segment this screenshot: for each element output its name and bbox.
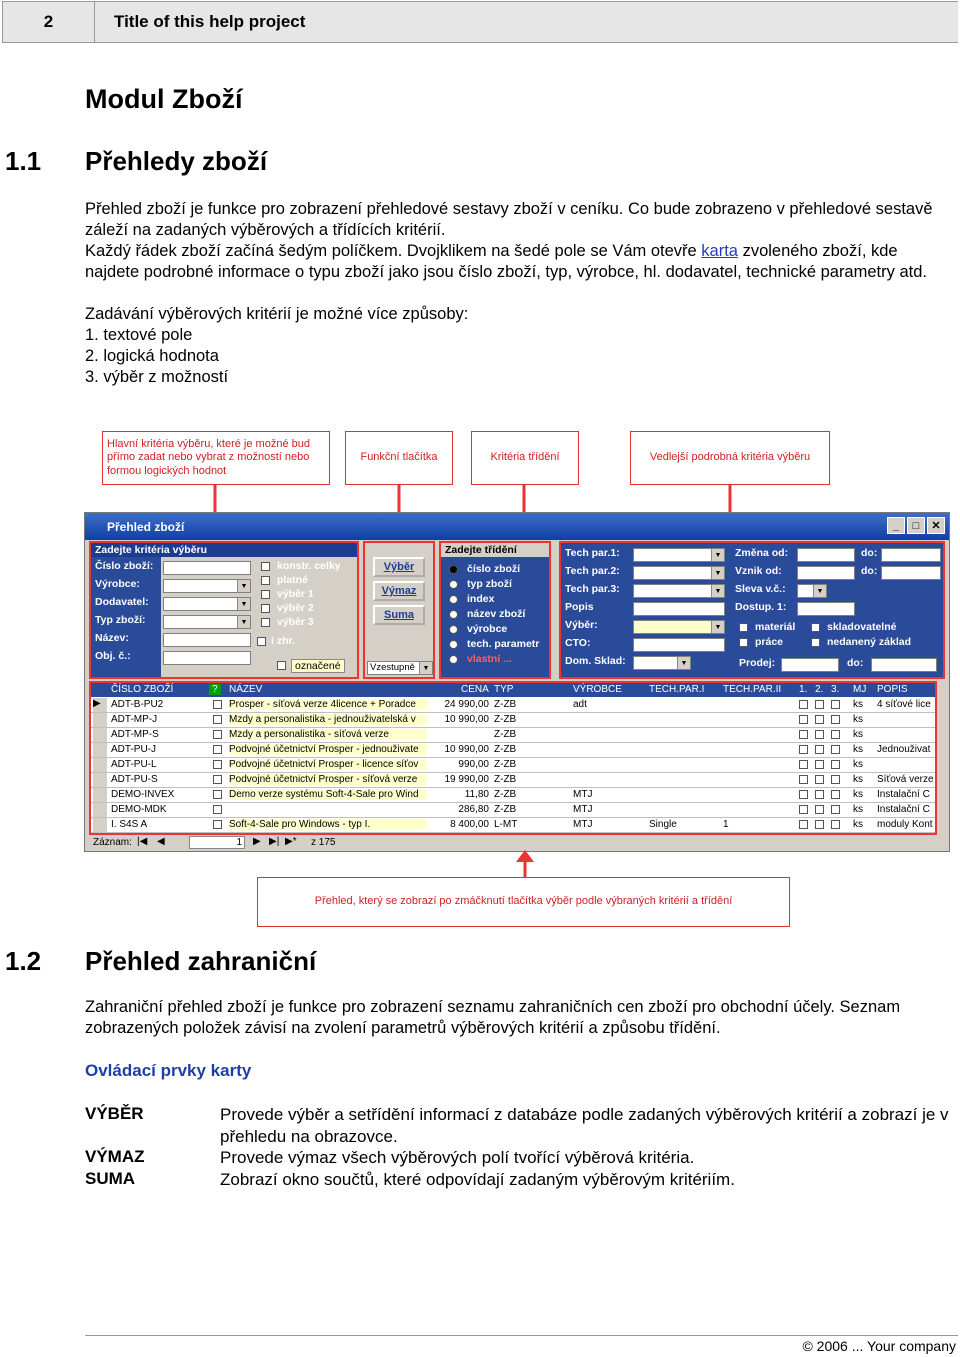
row-flag-checkbox[interactable] (831, 730, 840, 739)
row-flag-checkbox[interactable] (815, 700, 824, 709)
side-label: CTO: (565, 637, 591, 649)
cell-popis: moduly Kont (877, 819, 933, 830)
cell-code: ADT-PU-J (111, 744, 156, 755)
check-label: výběr 2 (277, 602, 314, 614)
col-header[interactable]: 2. (815, 684, 824, 695)
checkbox[interactable] (811, 623, 820, 632)
vznik-input[interactable] (797, 566, 855, 580)
criteria-item: 2. logická hodnota (85, 347, 219, 365)
cell-mj: ks (853, 759, 863, 770)
section-number: 1.1 (5, 146, 42, 176)
text: zvoleného zboží, kde najdete podrobné informace o typu zboží jako jsou číslo zboží, typ, výrobce, hl. dodavatel, technické parametry atd. (85, 242, 927, 281)
typ-select[interactable]: ▼ (163, 615, 251, 629)
prev-record-icon[interactable]: ◀ (157, 836, 165, 847)
col-header[interactable]: TECH.PAR.II (723, 684, 782, 695)
row-flag-checkbox[interactable] (815, 760, 824, 769)
last-record-icon[interactable]: ▶| (269, 836, 280, 847)
cell-name: Mzdy a personalistika - jednouživatelská v (229, 714, 427, 725)
table-row[interactable] (91, 803, 935, 818)
side-label: Výběr: (565, 619, 598, 631)
label-cislo: Číslo zboží: (95, 560, 154, 572)
check-label: platné (277, 574, 308, 586)
vyrobce-select[interactable]: ▼ (163, 579, 251, 593)
table-row[interactable] (91, 773, 935, 788)
callout-side-criteria: Vedlejší podrobná kritéria výběru (630, 431, 830, 485)
cell-code: DEMO-INVEX (111, 789, 175, 800)
cell-price: 10 990,00 (444, 714, 489, 725)
row-checkbox[interactable] (213, 745, 222, 754)
section-title: Přehledy zboží (85, 146, 268, 176)
karta-link[interactable]: karta (701, 242, 738, 260)
row-flag-checkbox[interactable] (815, 775, 824, 784)
cell-code: ADT-MP-J (111, 714, 158, 725)
control-name-vymaz: VÝMAZ (85, 1147, 145, 1166)
section1-text (85, 199, 953, 388)
zmena-input[interactable] (797, 548, 855, 562)
result-grid (89, 681, 937, 835)
sort-radio[interactable] (449, 640, 458, 649)
cell-price: 990,00 (458, 759, 489, 770)
prodej-input[interactable] (781, 658, 839, 672)
row-flag-checkbox[interactable] (815, 715, 824, 724)
checkbox[interactable] (811, 638, 820, 647)
row-selector[interactable]: ▶ (93, 698, 107, 712)
chapter-number: 2 (2, 1, 95, 43)
row-flag-checkbox[interactable] (831, 760, 840, 769)
row-flag-checkbox[interactable] (815, 805, 824, 814)
section2-text: Zahraniční přehled zboží je funkce pro zobrazení seznamu zahraničních cen zboží pro obchodní účely. Seznam zobrazených položek závisí na zvolení parametrů výběrových kritérií a způsobu třídění. (85, 998, 901, 1037)
checkbox[interactable] (739, 638, 748, 647)
col-header[interactable]: ČÍSLO ZBOŽÍ (111, 684, 174, 695)
cell-mj: ks (853, 804, 863, 815)
cell-maker: MTJ (573, 789, 593, 800)
grid-header (91, 683, 935, 697)
record-total: z 175 (311, 837, 336, 848)
row-flag-checkbox[interactable] (815, 730, 824, 739)
row-checkbox[interactable] (213, 700, 222, 709)
row-flag-checkbox[interactable] (831, 790, 840, 799)
label-typ: Typ zboží: (95, 614, 146, 626)
table-row[interactable] (91, 728, 935, 743)
cell-code: ADT-PU-S (111, 774, 158, 785)
cell-name: Mzdy a personalistika - síťová verze (229, 729, 427, 740)
check-label: výběr 1 (277, 588, 314, 600)
table-row[interactable] (91, 758, 935, 773)
row-selector[interactable] (93, 743, 107, 757)
row-checkbox[interactable] (213, 805, 222, 814)
criteria-item: 1. textové pole (85, 326, 193, 344)
cell-mj: ks (853, 714, 863, 725)
screenshot-prehled-zbozi (84, 512, 950, 852)
side-label: Tech par.3: (565, 583, 620, 595)
cell-type: Z-ZB (494, 729, 517, 740)
sort-option: typ zboží (467, 578, 512, 590)
checkbox[interactable] (261, 590, 270, 599)
cell-code: ADT-PU-L (111, 759, 157, 770)
checkbox[interactable] (257, 637, 266, 646)
label-vyrobce: Výrobce: (95, 578, 140, 590)
cell-type: Z-ZB (494, 759, 517, 770)
check-label: konstr. celky (277, 560, 341, 572)
vznik-do-input[interactable] (881, 566, 941, 580)
cell-popis: Jednouživat (877, 744, 931, 755)
obj-input[interactable] (163, 651, 251, 665)
cell-price: 24 990,00 (444, 699, 489, 710)
row-flag-checkbox[interactable] (799, 760, 808, 769)
do-label: do: (861, 547, 878, 559)
row-checkbox[interactable] (213, 775, 222, 784)
control-desc-vymaz: Provede výmaz všech výběrových polí tvořící výběrová kritéria. (220, 1148, 695, 1167)
dodavatel-select[interactable]: ▼ (163, 597, 251, 611)
cell-code: DEMO-MDK (111, 804, 167, 815)
cell-type: Z-ZB (494, 714, 517, 725)
label-nazev: Název: (95, 632, 129, 644)
row-selector[interactable] (93, 803, 107, 817)
row-flag-checkbox[interactable] (831, 805, 840, 814)
check-label: označené (291, 659, 345, 673)
row-flag-checkbox[interactable] (799, 745, 808, 754)
techpar2-select[interactable]: ▼ (633, 566, 725, 580)
checkbox[interactable] (261, 576, 270, 585)
table-row[interactable] (91, 788, 935, 803)
side-right-label: Sleva v.č.: (735, 583, 786, 595)
footer-copyright: © 2006 ... Your company (802, 1338, 956, 1354)
cell-name: Prosper - síťová verze 4licence + Poradce (229, 699, 427, 710)
row-flag-checkbox[interactable] (799, 715, 808, 724)
control-name-vyber: VÝBĚR (85, 1104, 144, 1123)
side-criteria-panel (559, 541, 945, 679)
prodej-label: Prodej: (739, 657, 776, 669)
nav-label: Záznam: (93, 837, 132, 848)
label-obj: Obj. č.: (95, 650, 131, 662)
col-header[interactable]: NÁZEV (229, 684, 263, 695)
check-label: materiál (755, 621, 796, 633)
table-row[interactable] (91, 713, 935, 728)
sort-radio[interactable] (449, 580, 458, 589)
cell-type: Z-ZB (494, 804, 517, 815)
checkbox[interactable] (739, 623, 748, 632)
sklad-select[interactable]: ▼ (633, 656, 691, 670)
techpar3-select[interactable]: ▼ (633, 584, 725, 598)
check-label: skladovatelné (827, 621, 897, 633)
callout-result-grid: Přehled, který se zobrazí po zmáčknutí tlačítka výběr podle výbraných kritérií a třídění (257, 877, 790, 927)
row-selector[interactable] (93, 758, 107, 772)
check-label: i zhr. (271, 635, 295, 647)
cislo-input[interactable] (163, 561, 251, 575)
criteria-title: Zadejte kritéria výběru (91, 543, 357, 557)
side-label: Tech par.2: (565, 565, 620, 577)
check-label: práce (755, 636, 784, 648)
cell-name: Podvojné účetnictví Prosper - jednouživate (229, 744, 427, 755)
paragraph: Přehled zboží je funkce pro zobrazení přehledové sestavy zboží v ceníku. Co bude zobrazeno v přehledové sestavě záleží na zadaných výběrových a třídících kritérií. (85, 200, 933, 239)
next-record-icon[interactable]: ▶ (253, 836, 261, 847)
row-flag-checkbox[interactable] (831, 745, 840, 754)
criteria-item: 3. výběr z možností (85, 368, 229, 386)
criteria-intro: Zadávání výběrových kritérií je možné více způsoby: (85, 305, 469, 323)
sort-option: tech. parametr (467, 638, 540, 650)
cell-name: Podvojné účetnictví Prosper - síťová verze (229, 774, 427, 785)
record-number-input[interactable]: 1 (189, 836, 245, 849)
cell-price: 286,80 (458, 804, 489, 815)
cell-mj: ks (853, 699, 863, 710)
cell-price: 11,80 (464, 789, 489, 800)
criteria-panel (89, 541, 359, 679)
check-label: výběr 3 (277, 616, 314, 628)
side-right-label: Změna od: (735, 547, 789, 559)
row-flag-checkbox[interactable] (799, 775, 808, 784)
cell-tp1: Single (649, 819, 677, 830)
cell-mj: ks (853, 789, 863, 800)
cell-popis: Instalační C (877, 804, 930, 815)
nazev-input[interactable] (163, 633, 251, 647)
zmena-do-input[interactable] (881, 548, 941, 562)
sort-option: číslo zboží (467, 563, 521, 575)
row-selector[interactable] (93, 788, 107, 802)
cell-maker: adt (573, 699, 587, 710)
cell-popis: Síťová verze (877, 774, 934, 785)
cell-code: ADT-MP-S (111, 729, 159, 740)
callout-arrow-up (510, 850, 540, 880)
side-right-label: Dostup. 1: (735, 601, 787, 613)
col-header[interactable]: CENA (461, 684, 489, 695)
label-dodavatel: Dodavatel: (95, 596, 149, 608)
paragraph (85, 241, 953, 283)
row-flag-checkbox[interactable] (815, 820, 824, 829)
row-flag-checkbox[interactable] (799, 700, 808, 709)
cell-name: Demo verze systému Soft-4-Sale pro Wind (229, 789, 427, 800)
cell-price: 10 990,00 (444, 744, 489, 755)
row-flag-checkbox[interactable] (799, 730, 808, 739)
row-flag-checkbox[interactable] (831, 700, 840, 709)
heading-module: Modul Zboží (85, 84, 243, 114)
cell-popis: 4 síťové lice (877, 699, 931, 710)
checkbox[interactable] (261, 604, 270, 613)
side-label: Popis (565, 601, 594, 613)
row-selector[interactable] (93, 713, 107, 727)
col-header[interactable]: TYP (494, 684, 514, 695)
first-record-icon[interactable]: |◀ (137, 836, 148, 847)
sort-radio[interactable] (449, 625, 458, 634)
cell-mj: ks (853, 774, 863, 785)
row-flag-checkbox[interactable] (831, 820, 840, 829)
sleva-select[interactable]: ▼ (797, 584, 827, 598)
checkbox[interactable] (277, 661, 286, 670)
techpar1-select[interactable]: ▼ (633, 548, 725, 562)
table-row[interactable] (91, 818, 935, 833)
row-flag-checkbox[interactable] (831, 775, 840, 784)
vymaz-button[interactable]: Výmaz (373, 581, 425, 601)
vyber-select[interactable]: ▼ (633, 620, 725, 634)
section-title: Přehled zahraniční (85, 946, 317, 976)
control-name-suma: SUMA (85, 1169, 136, 1188)
cell-type: Z-ZB (494, 789, 517, 800)
row-flag-checkbox[interactable] (799, 805, 808, 814)
cell-name: Podvojné účetnictví Prosper - licence síťov (229, 759, 427, 770)
project-title: Title of this help project (95, 1, 958, 43)
cell-price: 19 990,00 (444, 774, 489, 785)
sort-title: Zadejte třídění (441, 543, 549, 557)
sort-panel (439, 541, 551, 679)
row-checkbox[interactable] (213, 730, 222, 739)
sort-option: výrobce (467, 623, 508, 635)
section-number: 1.2 (5, 946, 42, 976)
sort-option: index (467, 593, 495, 605)
cell-maker: MTJ (573, 819, 593, 830)
controls-subheading: Ovládací prvky karty (85, 1061, 252, 1080)
row-checkbox[interactable] (213, 715, 222, 724)
cell-tp2: 1 (723, 819, 729, 830)
popis-input[interactable] (633, 602, 725, 616)
row-flag-checkbox[interactable] (815, 790, 824, 799)
row-selector[interactable] (93, 728, 107, 742)
cell-code: ADT-B-PU2 (111, 699, 164, 710)
minimize-icon[interactable]: _ (887, 517, 905, 534)
row-flag-checkbox[interactable] (831, 715, 840, 724)
row-checkbox[interactable] (213, 760, 222, 769)
control-desc-vyber: Provede výběr a setřídění informací z databáze podle zadaných výběrových kritérií a zobrazí je v přehledu na obrazovce. (220, 1105, 949, 1146)
row-flag-checkbox[interactable] (799, 820, 808, 829)
table-row[interactable] (91, 743, 935, 758)
cell-type: Z-ZB (494, 699, 517, 710)
row-flag-checkbox[interactable] (799, 790, 808, 799)
suma-button[interactable]: Suma (373, 605, 425, 625)
cell-type: L-MT (494, 819, 518, 830)
cell-mj: ks (853, 819, 863, 830)
sort-option: název zboží (467, 608, 526, 620)
prodej-do-input[interactable] (871, 658, 937, 672)
cell-mj: ks (853, 744, 863, 755)
col-header[interactable]: POPIS (877, 684, 908, 695)
check-label: nedanený základ (827, 636, 912, 648)
col-header[interactable]: ? (209, 684, 221, 695)
cell-price: 8 400,00 (450, 819, 489, 830)
close-icon[interactable]: ✕ (927, 517, 945, 534)
sort-option: vlastní ... (467, 653, 512, 665)
cell-type: Z-ZB (494, 744, 517, 755)
cell-type: Z-ZB (494, 774, 517, 785)
do-label: do: (847, 657, 864, 669)
sort-radio[interactable] (449, 595, 458, 604)
row-selector[interactable] (93, 818, 107, 832)
sort-radio[interactable] (449, 610, 458, 619)
side-label: Dom. Sklad: (565, 655, 626, 667)
function-buttons-panel (363, 541, 435, 679)
row-checkbox[interactable] (213, 790, 222, 799)
col-header[interactable]: TECH.PAR.I (649, 684, 705, 695)
window-title: Přehled zboží (107, 519, 185, 534)
cto-input[interactable] (633, 638, 725, 652)
callout-function-buttons: Funkční tlačítka (345, 431, 453, 485)
callout-sort-criteria: Kritéria třídění (471, 431, 579, 485)
footer-divider (85, 1335, 958, 1336)
side-label: Tech par.1: (565, 547, 620, 559)
cell-name: Soft-4-Sale pro Windows - typ I. (229, 819, 427, 830)
control-desc-suma: Zobrazí okno součtů, které odpovídají zadaným výběrovým kritériím. (220, 1170, 735, 1189)
cell-popis: Instalační C (877, 789, 930, 800)
cell-code: I. S4S A (111, 819, 148, 830)
cell-mj: ks (853, 729, 863, 740)
sort-radio[interactable] (449, 655, 458, 664)
row-selector[interactable] (93, 773, 107, 787)
sort-order-value: Vzestupně (370, 662, 415, 673)
checkbox[interactable] (261, 618, 270, 627)
cell-maker: MTJ (573, 804, 593, 815)
do-label: do: (861, 565, 878, 577)
window-titlebar (85, 513, 949, 540)
col-header[interactable]: MJ (853, 684, 867, 695)
text: Každý řádek zboží začíná šedým políčkem. Dvojklikem na šedé pole se Vám otevře (85, 242, 702, 260)
col-header[interactable]: 3. (831, 684, 840, 695)
row-flag-checkbox[interactable] (815, 745, 824, 754)
side-right-label: Vznik od: (735, 565, 782, 577)
sort-radio[interactable] (449, 565, 458, 574)
col-header[interactable]: 1. (799, 684, 808, 695)
record-navigator (89, 836, 937, 850)
vyber-button[interactable]: Výběr (373, 557, 425, 577)
callout-main-criteria: Hlavní kritéria výběru, které je možné bud přímo zadat nebo vybrat z možností nebo formou logických hodnot (102, 431, 330, 485)
row-checkbox[interactable] (213, 820, 222, 829)
new-record-icon[interactable]: ▶* (285, 836, 297, 847)
sort-order-select[interactable]: Vzestupně ▼ (367, 661, 433, 675)
checkbox[interactable] (261, 562, 270, 571)
table-row[interactable] (91, 698, 935, 713)
dostup-input[interactable] (797, 602, 855, 616)
col-header[interactable]: VÝROBCE (573, 684, 622, 695)
maximize-icon[interactable]: □ (907, 517, 925, 534)
